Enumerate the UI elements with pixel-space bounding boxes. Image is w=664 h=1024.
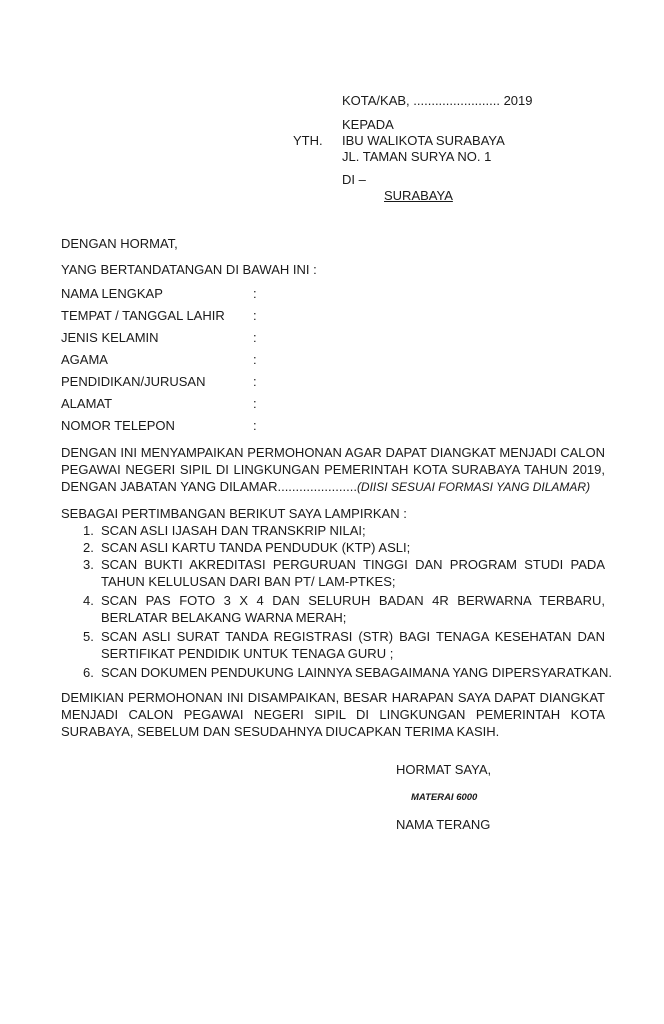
field-label: JENIS KELAMIN: [61, 330, 159, 345]
recipient-name: IBU WALIKOTA SURABAYA: [342, 133, 505, 148]
attachments-intro: SEBAGAI PERTIMBANGAN BERIKUT SAYA LAMPIRKAN :: [61, 506, 407, 521]
list-item: SCAN ASLI KARTU TANDA PENDUDUK (KTP) ASLI;: [101, 540, 411, 555]
stamp-duty-label: MATERAI 6000: [411, 792, 478, 803]
field-label: NOMOR TELEPON: [61, 418, 175, 433]
field-colon: :: [253, 352, 257, 367]
field-label: AGAMA: [61, 352, 108, 367]
closing-line2: MENJADI CALON PEGAWAI NEGERI SIPIL DI LINGKUNGAN PEMERINTAH KOTA: [61, 707, 605, 722]
list-number: 6.: [83, 665, 94, 680]
field-label: PENDIDIKAN/JURUSAN: [61, 374, 206, 389]
list-item: SCAN ASLI IJASAH DAN TRANSKRIP NILAI;: [101, 523, 366, 538]
field-colon: :: [253, 396, 257, 411]
signature-name: NAMA TERANG: [396, 817, 491, 832]
list-number: 5.: [83, 629, 94, 644]
field-colon: :: [253, 308, 257, 323]
list-item: SCAN BUKTI AKREDITASI PERGURUAN TINGGI DAN PROGRAM STUDI PADA: [101, 557, 605, 572]
recipient-city: SURABAYA: [384, 188, 453, 203]
list-item-continued: TAHUN KELULUSAN DARI BAN PT/ LAM-PTKES;: [101, 574, 396, 589]
field-label: ALAMAT: [61, 396, 113, 411]
position-applied: DENGAN JABATAN YANG DILAMAR......................: [61, 479, 357, 494]
list-number: 2.: [83, 540, 94, 555]
list-item: SCAN PAS FOTO 3 X 4 DAN SELURUH BADAN 4R BERWARNA TERBARU,: [101, 593, 605, 608]
closing-line1: DEMIKIAN PERMOHONAN INI DISAMPAIKAN, BESAR HARAPAN SAYA DAPAT DIANGKAT: [61, 690, 605, 705]
paragraph1-line1: DENGAN INI MENYAMPAIKAN PERMOHONAN AGAR DAPAT DIANGKAT MENJADI CALON: [61, 445, 605, 460]
intro-text: YANG BERTANDATANGAN DI BAWAH INI :: [61, 262, 317, 277]
kepada-label: KEPADA: [342, 117, 394, 132]
list-number: 3.: [83, 557, 94, 572]
field-colon: :: [253, 418, 257, 433]
field-label: TEMPAT / TANGGAL LAHIR: [61, 308, 225, 323]
list-number: 1.: [83, 523, 94, 538]
position-note: (DIISI SESUAI FORMASI YANG DILAMAR): [356, 480, 591, 494]
list-item: SCAN ASLI SURAT TANDA REGISTRASI (STR) BAGI TENAGA KESEHATAN DAN: [101, 629, 605, 644]
signature-salutation: HORMAT SAYA,: [396, 762, 492, 777]
recipient-address: JL. TAMAN SURYA NO. 1: [342, 149, 492, 164]
list-item-continued: BERLATAR BELAKANG WARNA MERAH;: [101, 610, 347, 625]
closing-line3: SURABAYA, SEBELUM DAN SESUDAHNYA DIUCAPKAN TERIMA KASIH.: [61, 724, 500, 739]
field-colon: :: [253, 374, 257, 389]
field-colon: :: [253, 286, 257, 301]
di-label: DI –: [342, 172, 366, 187]
list-number: 4.: [83, 593, 94, 608]
greeting: DENGAN HORMAT,: [61, 236, 178, 251]
list-item-continued: SERTIFIKAT PENDIDIK UNTUK TENAGA GURU ;: [101, 646, 394, 661]
paragraph1-line3: [61, 479, 590, 495]
field-label: NAMA LENGKAP: [61, 286, 163, 301]
city-date-line: KOTA/KAB, ........................ 2019: [342, 93, 533, 108]
paragraph1-line2: PEGAWAI NEGERI SIPIL DI LINGKUNGAN PEMERINTAH KOTA SURABAYA TAHUN 2019,: [61, 462, 605, 477]
field-colon: :: [253, 330, 257, 345]
yth-label: YTH.: [293, 133, 323, 148]
list-item: SCAN DOKUMEN PENDUKUNG LAINNYA SEBAGAIMANA YANG DIPERSYARATKAN.: [101, 665, 612, 680]
